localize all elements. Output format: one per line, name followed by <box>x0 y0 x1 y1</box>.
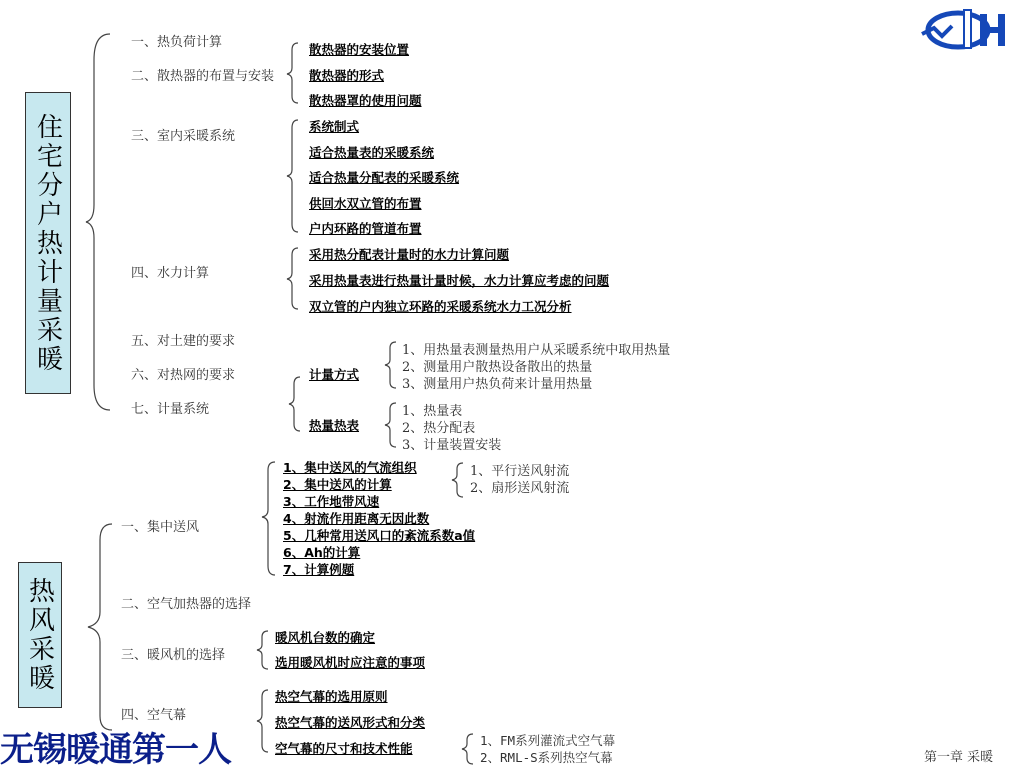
link-hydraulic-allocator[interactable]: 采用热分配表计量时的水力计算问题 <box>309 247 510 262</box>
item-air-heater: 二、空气加热器的选择 <box>121 597 252 612</box>
meter-1: 1、热量表 <box>402 404 463 419</box>
item-air-curtain: 四、空气幕 <box>121 708 187 723</box>
footer-chapter: 第一章 采暖 <box>924 750 994 765</box>
item-network-req: 六、对热网的要求 <box>131 368 236 383</box>
item-metering-system: 七、计量系统 <box>131 402 210 417</box>
method-2: 2、测量用户散热设备散出的热量 <box>402 360 593 375</box>
link-heater-count[interactable]: 暖风机台数的确定 <box>275 630 376 645</box>
meter-2: 2、热分配表 <box>402 421 476 436</box>
link-heat-meter-system[interactable]: 适合热量表的采暖系统 <box>309 145 435 160</box>
jet-1: 1、平行送风射流 <box>470 464 570 479</box>
link-ah-calc[interactable]: 6、Ah的计算 <box>283 545 361 560</box>
section-title-text: 热风采暖 <box>24 577 55 693</box>
link-metering-method[interactable]: 计量方式 <box>309 367 360 382</box>
link-heater-notes[interactable]: 选用暖风机时应注意的事项 <box>275 655 426 670</box>
section-title-hot-air <box>18 562 62 708</box>
item-building-req: 五、对土建的要求 <box>131 334 236 349</box>
link-jet-distance[interactable]: 4、射流作用距离无因此数 <box>283 511 430 526</box>
link-heat-allocator-system[interactable]: 适合热量分配表的采暖系统 <box>309 170 460 185</box>
bracket-curtain-types <box>0 0 1 1</box>
link-radiator-type[interactable]: 散热器的形式 <box>309 68 385 83</box>
link-system-form[interactable]: 系统制式 <box>309 119 360 134</box>
item-indoor-system: 三、室内采暖系统 <box>131 129 236 144</box>
item-hydraulic-calc: 四、水力计算 <box>131 266 210 281</box>
meter-3: 3、计量装置安装 <box>402 438 502 453</box>
link-radiator-cover[interactable]: 散热器罩的使用问题 <box>309 93 422 108</box>
link-double-riser[interactable]: 供回水双立管的布置 <box>309 196 422 211</box>
item-heat-load: 一、热负荷计算 <box>131 35 223 50</box>
curtain-type-2: 2、RML-S系列热空气幕 <box>480 750 613 765</box>
section-title-text: 住宅分户热计量采暖 <box>32 112 63 374</box>
link-airflow-organization[interactable]: 1、集中送风的气流组织 <box>283 460 417 475</box>
link-hydraulic-meter[interactable]: 采用热量表进行热量计量时候，水力计算应考虑的问题 <box>309 273 610 288</box>
link-curtain-dimensions[interactable]: 空气幕的尺寸和技术性能 <box>275 741 413 756</box>
jet-2: 2、扇形送风射流 <box>470 481 570 496</box>
link-heat-meter[interactable]: 热量热表 <box>309 418 360 433</box>
link-hydraulic-analysis[interactable]: 双立管的户内独立环路的采暖系统水力工况分析 <box>309 299 572 314</box>
link-turbulence-coefficient[interactable]: 5、几种常用送风口的紊流系数a值 <box>283 528 476 543</box>
curtain-type-1: 1、FM系列灌流式空气幕 <box>480 733 616 748</box>
item-unit-heater: 三、暖风机的选择 <box>121 648 226 663</box>
method-1: 1、用热量表测量热用户从采暖系统中取用热量 <box>402 343 671 358</box>
item-central-supply: 一、集中送风 <box>121 520 200 535</box>
item-radiator-layout: 二、散热器的布置与安装 <box>131 69 275 84</box>
link-central-calc[interactable]: 2、集中送风的计算 <box>283 477 392 492</box>
link-work-zone-velocity[interactable]: 3、工作地带风速 <box>283 494 380 509</box>
link-indoor-loop[interactable]: 户内环路的管道布置 <box>309 221 422 236</box>
method-3: 3、测量用户热负荷来计量用热量 <box>402 377 593 392</box>
link-curtain-forms[interactable]: 热空气幕的送风形式和分类 <box>275 715 426 730</box>
logo-icon <box>918 4 1014 60</box>
link-curtain-principle[interactable]: 热空气幕的选用原则 <box>275 689 388 704</box>
section-title-heat-metering <box>25 92 71 394</box>
link-radiator-position[interactable]: 散热器的安装位置 <box>309 42 410 57</box>
watermark-text: 无锡暖通第一人 <box>0 730 231 770</box>
link-calc-example[interactable]: 7、计算例题 <box>283 562 355 577</box>
